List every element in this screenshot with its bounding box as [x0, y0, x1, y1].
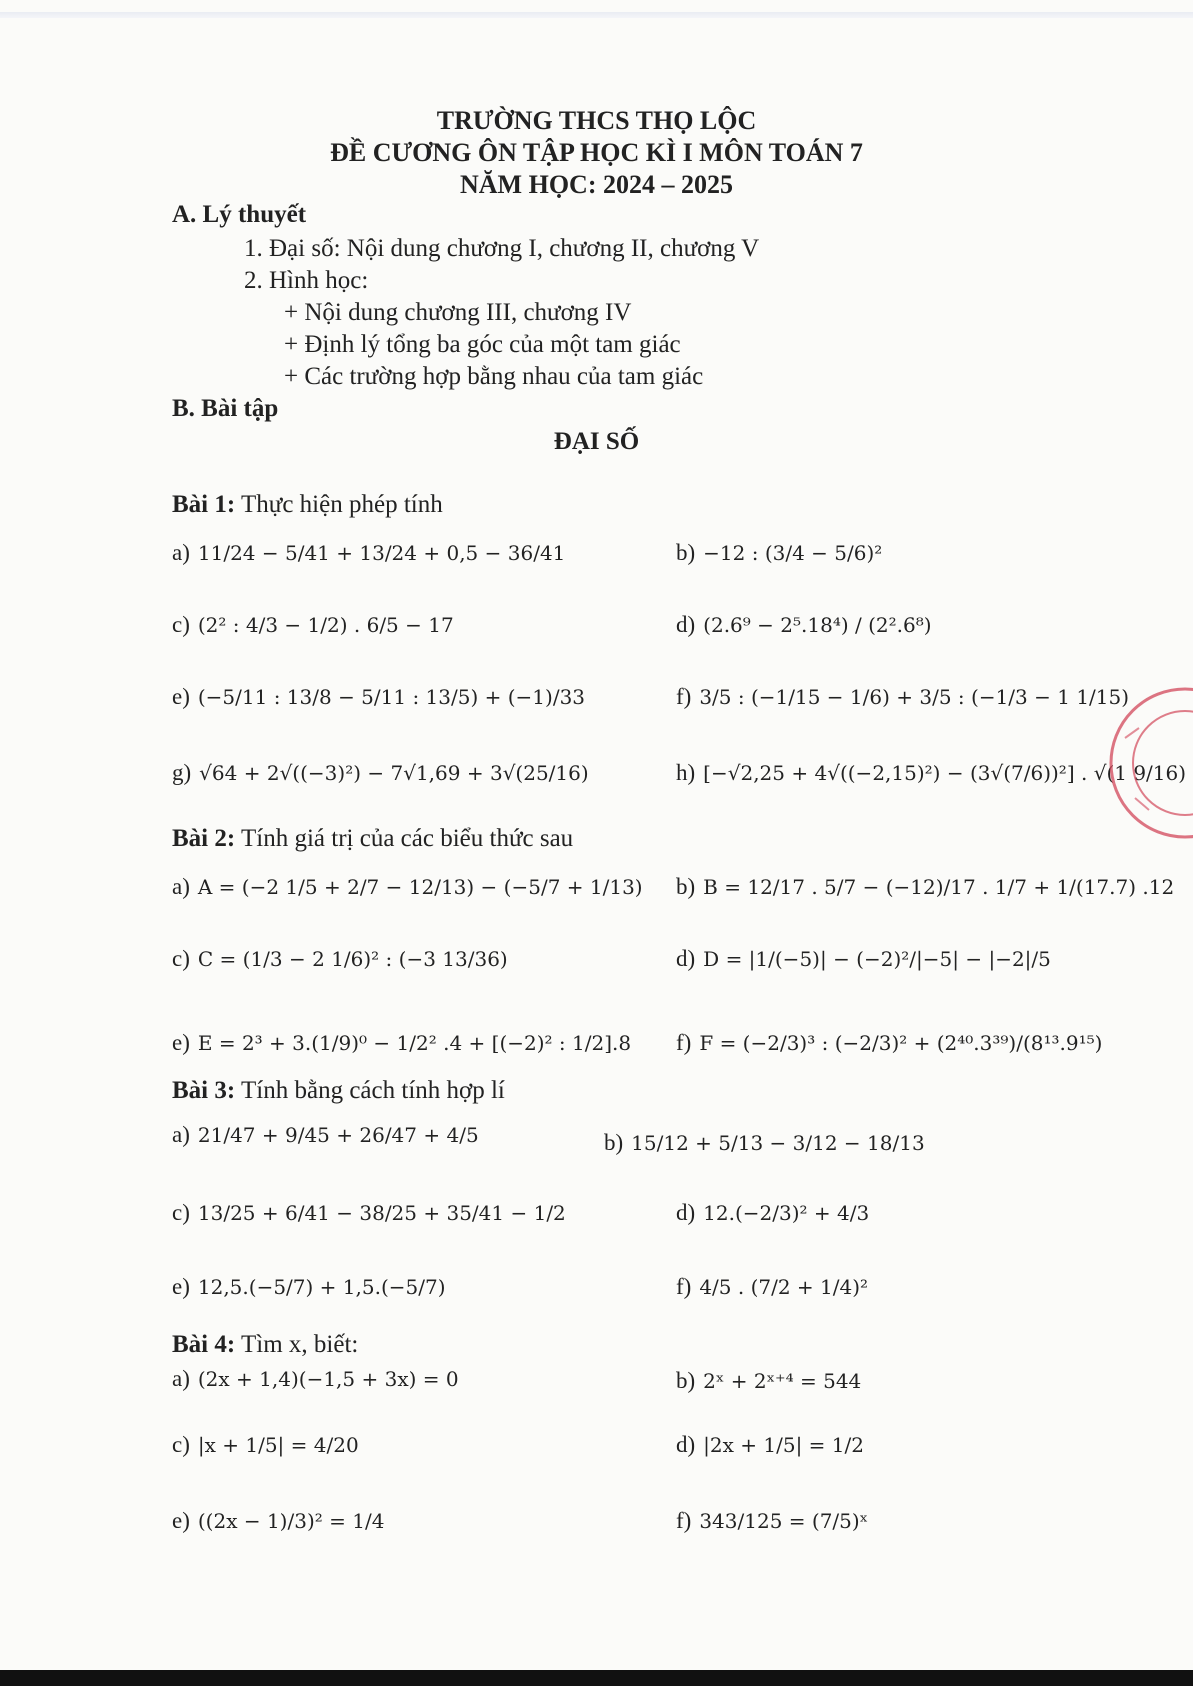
expr: (2x + 1,4)(−1,5 + 3x) = 0	[197, 1367, 459, 1391]
expr: ((2x − 1)/3)² = 1/4	[197, 1509, 385, 1533]
bai-2-title: Bài 2:	[172, 825, 236, 852]
expr: (−5/11 : 13/8 − 5/11 : 13/5) + (−1)/33	[197, 685, 586, 709]
expr: A = (−2 1/5 + 2/7 − 12/13) − (−5/7 + 1/13)	[197, 875, 643, 899]
bai-2-e: e) E = 2³ + 3.(1/9)⁰ − 1/2² .4 + [(−2)² : 1/2].8	[172, 1030, 632, 1055]
bai-1-b: b) −12 : (3/4 − 5/6)²	[676, 540, 883, 565]
section-title: ĐẠI SỐ	[553, 428, 640, 455]
expr: 15/12 + 5/13 − 3/12 − 18/13	[631, 1131, 925, 1155]
expr: [−√2,25 + 4√((−2,15)²) − (3√(7/6))²] . √(1 9/16)	[703, 761, 1187, 785]
expr: E = 2³ + 3.(1/9)⁰ − 1/2² .4 + [(−2)² : 1/2].8	[197, 1031, 632, 1055]
scan-edge-top	[0, 12, 1193, 18]
bai-1-c: c) (2² : 4/3 − 1/2) . 6/5 − 17	[172, 612, 454, 637]
school-name: TRƯỜNG THCS THỌ LỘC	[436, 106, 757, 135]
expr: C = (1/3 − 2 1/6)² : (−3 13/36)	[197, 947, 508, 971]
bai-2-d: d) D = |1/(−5)| − (−2)²/|−5| − |−2|/5	[676, 946, 1051, 971]
bai-3-title: Bài 3:	[172, 1077, 236, 1104]
expr: 12,5.(−5/7) + 1,5.(−5/7)	[197, 1275, 446, 1299]
bai-2-f: f) F = (−2/3)³ : (−2/3)² + (2⁴⁰.3³⁹)/(8¹³.9¹⁵)	[676, 1030, 1103, 1055]
expr: 11/24 − 5/41 + 13/24 + 0,5 − 36/41	[197, 541, 566, 565]
expr: 13/25 + 6/41 − 38/25 + 35/41 − 1/2	[197, 1201, 566, 1225]
theory-sub-2: + Định lý tổng ba góc của một tam giác	[284, 331, 681, 358]
bai-4-title: Bài 4:	[172, 1331, 236, 1358]
official-seal-icon	[1105, 668, 1193, 858]
theory-sub-3: + Các trường hợp bằng nhau của tam giác	[284, 363, 704, 390]
expr: D = |1/(−5)| − (−2)²/|−5| − |−2|/5	[703, 947, 1051, 971]
theory-item-1: 1. Đại số: Nội dung chương I, chương II, chương V	[244, 235, 760, 262]
bai-3-a: a) 21/47 + 9/45 + 26/47 + 4/5	[172, 1122, 479, 1147]
exercises-heading: B. Bài tập	[172, 395, 279, 422]
document-title: ĐỀ CƯƠNG ÔN TẬP HỌC KÌ I MÔN TOÁN 7	[330, 138, 863, 167]
expr: 343/125 = (7/5)ˣ	[699, 1509, 869, 1533]
expr: −12 : (3/4 − 5/6)²	[703, 541, 883, 565]
bai-3-b: b) 15/12 + 5/13 − 3/12 − 18/13	[604, 1130, 925, 1155]
bai-4-a: a) (2x + 1,4)(−1,5 + 3x) = 0	[172, 1366, 459, 1391]
school-year: NĂM HỌC: 2024 – 2025	[460, 170, 733, 199]
bai-1-g: g) √64 + 2√((−3)²) − 7√1,69 + 3√(25/16)	[172, 760, 589, 785]
bai-4-e: e) ((2x − 1)/3)² = 1/4	[172, 1508, 385, 1533]
theory-heading: A. Lý thuyết	[172, 201, 307, 228]
expr: 12.(−2/3)² + 4/3	[703, 1201, 870, 1225]
bai-1-h: h) [−√2,25 + 4√((−2,15)²) − (3√(7/6))²] . √(1 9/16)	[676, 760, 1187, 785]
expr: 3/5 : (−1/15 − 1/6) + 3/5 : (−1/3 − 1 1/15)	[699, 685, 1130, 709]
bai-4-c: c) |x + 1/5| = 4/20	[172, 1432, 359, 1457]
expr: |x + 1/5| = 4/20	[197, 1433, 359, 1457]
expr: 2ˣ + 2ˣ⁺⁴ = 544	[703, 1369, 862, 1393]
bai-2-c: c) C = (1/3 − 2 1/6)² : (−3 13/36)	[172, 946, 508, 971]
expr: F = (−2/3)³ : (−2/3)² + (2⁴⁰.3³⁹)/(8¹³.9¹⁵)	[699, 1031, 1103, 1055]
theory-sub-1: + Nội dung chương III, chương IV	[284, 299, 632, 326]
bai-4-b: b) 2ˣ + 2ˣ⁺⁴ = 544	[676, 1368, 862, 1393]
bai-3-d: d) 12.(−2/3)² + 4/3	[676, 1200, 870, 1225]
bai-2-b: b) B = 12/17 . 5/7 − (−12)/17 . 1/7 + 1/(17.7) .12	[676, 874, 1175, 899]
bai-2-heading	[172, 824, 573, 854]
scan-edge-bottom	[0, 1670, 1193, 1686]
bai-4-heading	[172, 1330, 358, 1360]
bai-3-heading	[172, 1076, 505, 1106]
bai-1-title: Bài 1:	[172, 491, 236, 518]
bai-4-f: f) 343/125 = (7/5)ˣ	[676, 1508, 869, 1533]
expr: 4/5 . (7/2 + 1/4)²	[699, 1275, 869, 1299]
expr: √64 + 2√((−3)²) − 7√1,69 + 3√(25/16)	[199, 761, 589, 785]
bai-1-e: e) (−5/11 : 13/8 − 5/11 : 13/5) + (−1)/33	[172, 684, 586, 709]
bai-1-d: d) (2.6⁹ − 2⁵.18⁴) / (2².6⁸)	[676, 612, 932, 637]
bai-3-f: f) 4/5 . (7/2 + 1/4)²	[676, 1274, 869, 1299]
bai-3-e: e) 12,5.(−5/7) + 1,5.(−5/7)	[172, 1274, 446, 1299]
expr: (2.6⁹ − 2⁵.18⁴) / (2².6⁸)	[703, 613, 932, 637]
bai-1-heading	[172, 490, 443, 520]
expr: (2² : 4/3 − 1/2) . 6/5 − 17	[197, 613, 454, 637]
bai-3-desc: Tính bằng cách tính hợp lí	[241, 1077, 505, 1104]
theory-item-2: 2. Hình học:	[244, 267, 369, 294]
expr: |2x + 1/5| = 1/2	[703, 1433, 864, 1457]
bai-1-desc: Thực hiện phép tính	[241, 491, 443, 518]
expr: B = 12/17 . 5/7 − (−12)/17 . 1/7 + 1/(17.7) .12	[703, 875, 1175, 899]
expr: 21/47 + 9/45 + 26/47 + 4/5	[197, 1123, 479, 1147]
bai-2-desc: Tính giá trị của các biểu thức sau	[241, 825, 574, 852]
bai-1-a: a) 11/24 − 5/41 + 13/24 + 0,5 − 36/41	[172, 540, 566, 565]
bai-2-a: a) A = (−2 1/5 + 2/7 − 12/13) − (−5/7 + 1/13)	[172, 874, 643, 899]
bai-4-desc: Tìm x, biết:	[241, 1331, 359, 1358]
bai-4-d: d) |2x + 1/5| = 1/2	[676, 1432, 864, 1457]
bai-3-c: c) 13/25 + 6/41 − 38/25 + 35/41 − 1/2	[172, 1200, 566, 1225]
bai-1-f: f) 3/5 : (−1/15 − 1/6) + 3/5 : (−1/3 − 1 1/15)	[676, 684, 1130, 709]
